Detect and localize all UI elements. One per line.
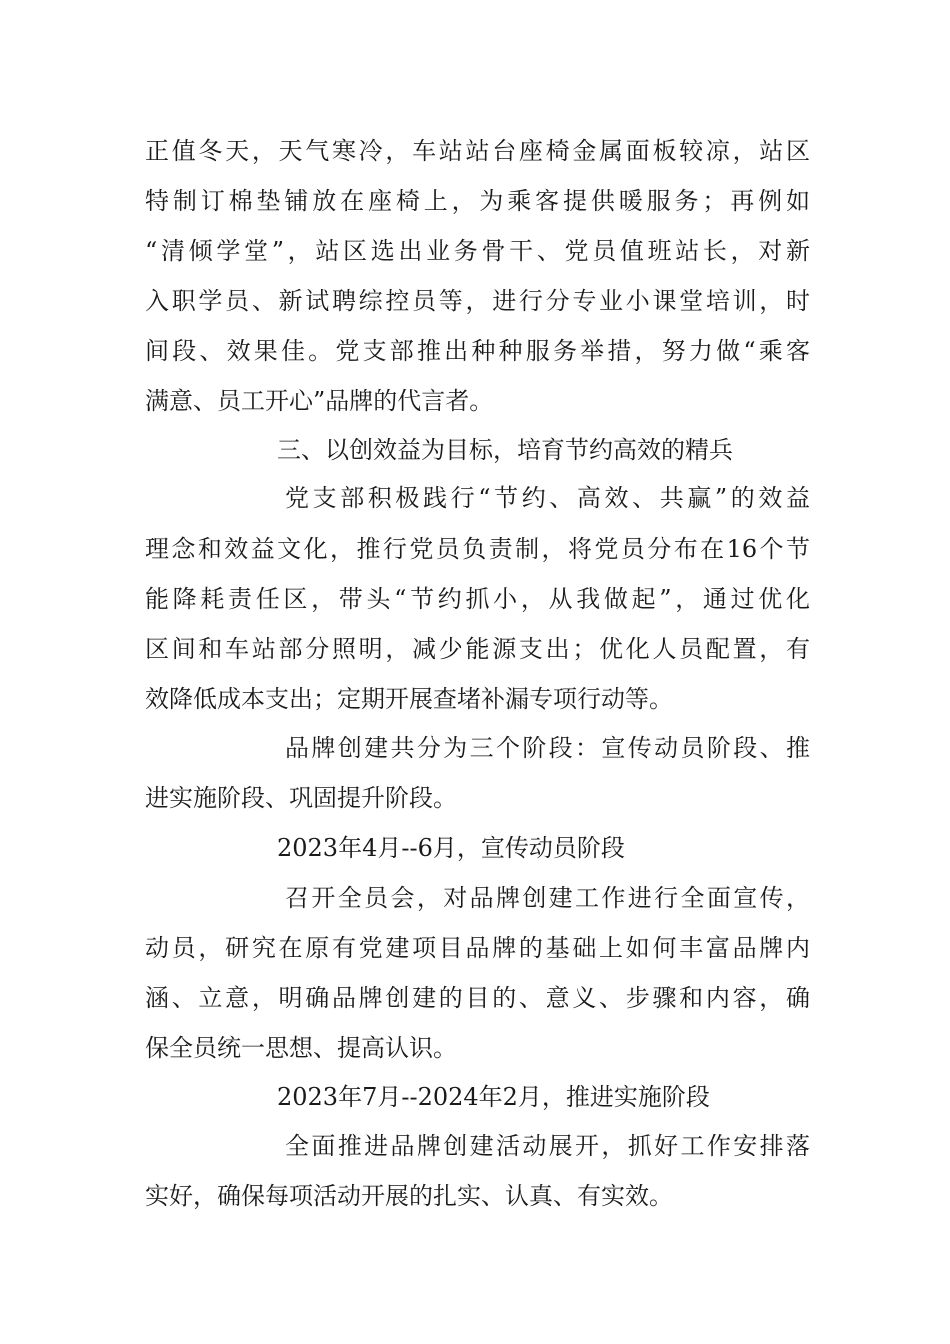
paragraph-line: “清倾学堂”，站区选出业务骨干、党员值班站长，对新 [145,237,810,265]
paragraph-line: 能降耗责任区，带头“节约抓小，从我做起”，通过优化 [145,585,810,613]
paragraph-line: 正值冬天，天气寒冷，车站站台座椅金属面板较凉，站区 [145,137,810,165]
paragraph-line: 效降低成本支出；定期开展查堵补漏专项行动等。 [145,685,673,713]
paragraph-line: 特制订棉垫铺放在座椅上，为乘客提供暖服务；再例如 [145,187,810,215]
paragraph-line: 区间和车站部分照明，减少能源支出；优化人员配置，有 [145,635,810,663]
paragraph-line: 品牌创建共分为三个阶段：宣传动员阶段、推 [285,734,810,762]
paragraph-line: 入职学员、新试聘综控员等，进行分专业小课堂培训，时 [145,287,810,315]
paragraph-line: 满意、员工开心”品牌的代言者。 [145,387,494,415]
stage-heading: 2023年7月--2024年2月，推进实施阶段 [277,1083,710,1111]
paragraph-line: 涵、立意，明确品牌创建的目的、意义、步骤和内容，确 [145,984,810,1012]
paragraph-line: 全面推进品牌创建活动展开，抓好工作安排落 [285,1132,810,1160]
paragraph-line: 召开全员会，对品牌创建工作进行全面宣传， [285,884,810,912]
section-heading: 三、以创效益为目标，培育节约高效的精兵 [277,436,733,464]
paragraph-line: 动员，研究在原有党建项目品牌的基础上如何丰富品牌内 [145,934,810,962]
paragraph-line: 间段、效果佳。党支部推出种种服务举措，努力做“乘客 [145,337,810,365]
paragraph-line: 实好，确保每项活动开展的扎实、认真、有实效。 [145,1182,673,1210]
stage-heading: 2023年4月--6月，宣传动员阶段 [277,834,625,862]
paragraph-line: 保全员统一思想、提高认识。 [145,1034,457,1062]
paragraph-line: 进实施阶段、巩固提升阶段。 [145,784,457,812]
paragraph-line: 理念和效益文化，推行党员负责制，将党员分布在16个节 [145,535,810,563]
paragraph-line: 党支部积极践行“节约、高效、共赢”的效益 [285,484,810,512]
